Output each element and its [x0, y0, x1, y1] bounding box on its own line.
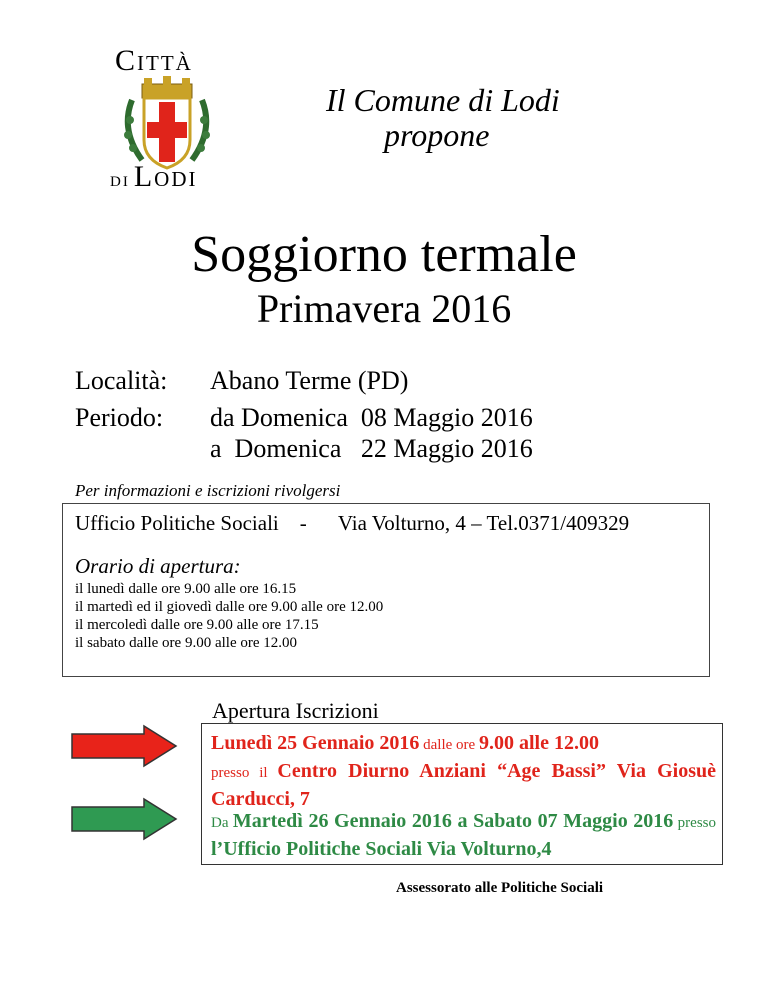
green-dates: Martedì 26 Gennaio 2016 a Sabato 07 Maggio 2016	[232, 810, 674, 832]
hours-title: Orario di apertura:	[75, 554, 241, 578]
red-time: 9.00 alle 12.00	[478, 732, 599, 754]
page-title: Soggiorno termale	[191, 226, 577, 283]
period-end: a Domenica 22 Maggio 2016	[210, 434, 533, 463]
logo-bottom-name: Lodi	[133, 160, 198, 193]
logo-top-text: Città	[115, 44, 193, 77]
period-label: Periodo:	[75, 403, 164, 432]
logo-bottom-prefix: di	[110, 166, 130, 191]
location-value: Abano Terme (PD)	[210, 366, 409, 395]
registration-title: Apertura Iscrizioni	[212, 698, 379, 723]
red-from: dalle ore	[419, 737, 479, 753]
intro-line-2: propone	[384, 117, 490, 153]
red-place: Centro Diurno Anziani “Age Bassi” Via Giosuè Carducci, 7	[211, 760, 716, 810]
intro-line-1: Il Comune di Lodi	[326, 82, 560, 118]
hours-item: il martedì ed il giovedì dalle ore 9.00 alle ore 12.00	[75, 599, 384, 615]
location-label: Località:	[75, 366, 168, 395]
green-arrow-icon	[70, 797, 178, 841]
red-date: Lunedì 25 Gennaio 2016	[211, 732, 420, 754]
hours-list	[75, 580, 383, 652]
registration-green-text	[211, 808, 716, 864]
registration-red-text	[211, 730, 716, 814]
footer-department: Assessorato alle Politiche Sociali	[396, 880, 604, 896]
page-subtitle: Primavera 2016	[256, 286, 512, 331]
hours-item: il sabato dalle ore 9.00 alle ore 12.00	[75, 635, 298, 651]
green-da: Da	[211, 815, 233, 831]
green-presso: presso	[673, 815, 717, 831]
hours-item: il mercoledì dalle ore 9.00 alle ore 17.15	[75, 617, 319, 633]
period-start: da Domenica 08 Maggio 2016	[210, 403, 533, 432]
hours-item: il lunedì dalle ore 9.00 alle ore 16.15	[75, 581, 297, 597]
green-place: l’Ufficio Politiche Sociali Via Volturno,4	[211, 838, 552, 860]
red-arrow-icon	[70, 724, 178, 768]
logo-bottom-text	[110, 160, 197, 194]
red-presso: presso il	[211, 765, 278, 781]
office-address: Ufficio Politiche Sociali - Via Volturno, 4 – Tel.0371/409329	[75, 511, 630, 535]
info-caption: Per informazioni e iscrizioni rivolgersi	[75, 481, 341, 500]
